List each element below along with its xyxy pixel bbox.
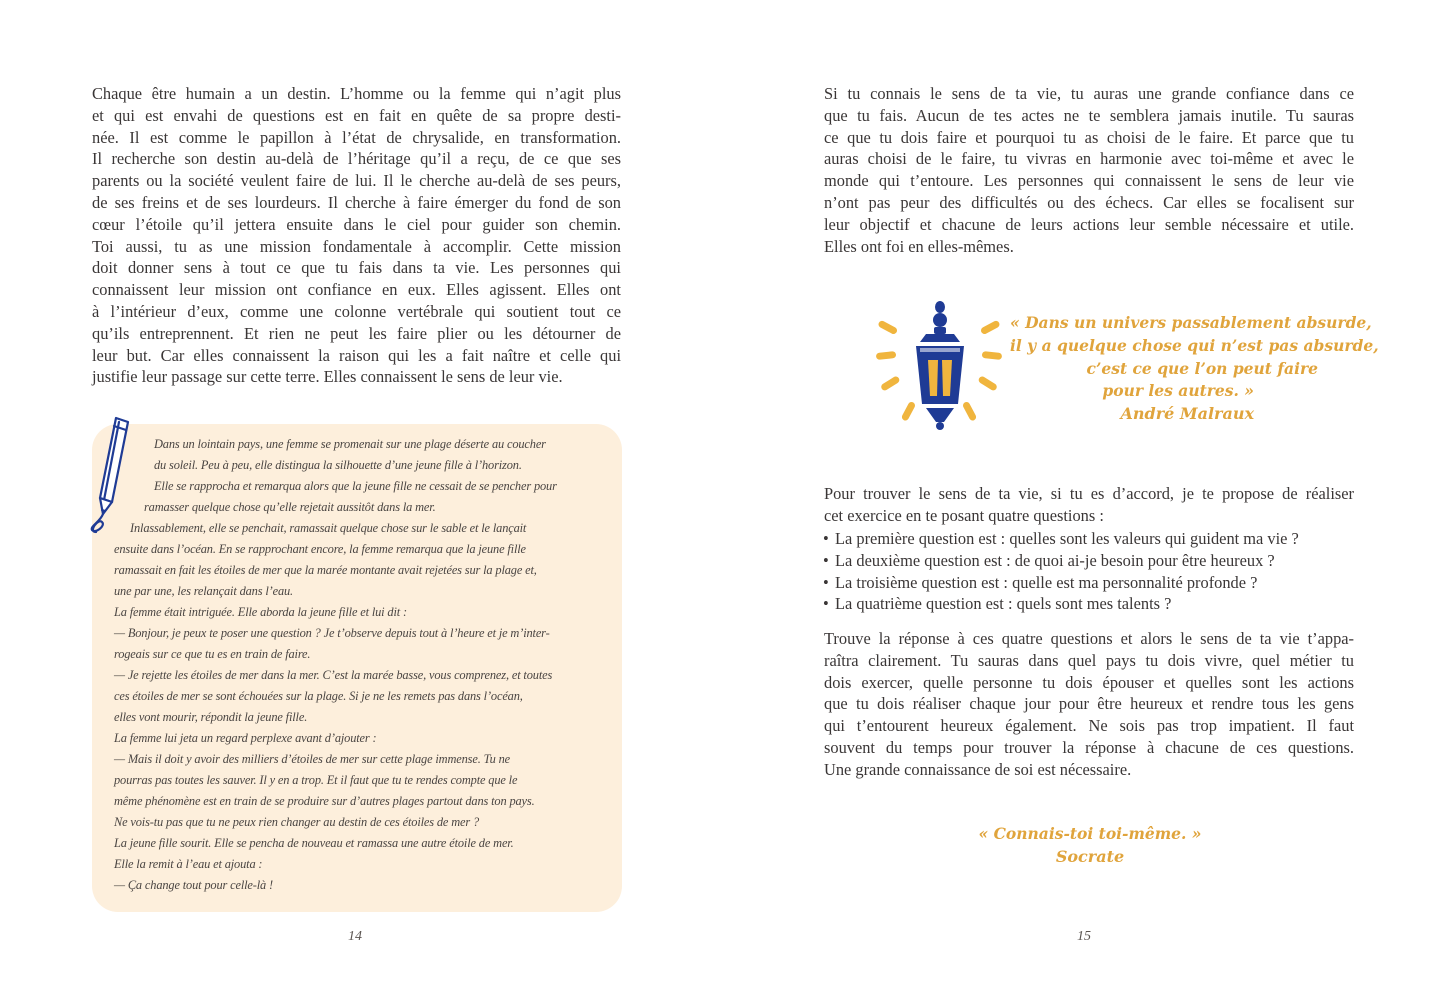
starfish-story (114, 434, 600, 896)
list-item (823, 593, 1299, 615)
story-line: Elle se rapprocha et remarqua alors que la jeune fille ne cessait de se pencher pour (154, 479, 557, 493)
list-item-text: La quatrième question est : quels sont mes talents ? (835, 594, 1172, 614)
text-line: qui t’entourent heureux également. Ne sois pas trop impatient. Il faut (824, 716, 1354, 736)
story-line: Inlassablement, elle se penchait, ramassait quelque chose sur le sable et le lançait (130, 521, 527, 535)
socrate-quote (960, 822, 1220, 868)
story-line: une par une, les relançait dans l’eau. (114, 584, 293, 598)
text-line: cœur l’étoile qu’il jettera ensuite dans le ciel pour guider son chemin. (92, 214, 621, 234)
malraux-quote (1010, 312, 1379, 426)
text-line: monde qui t’entoure. Les personnes qui connaissent le sens de leur vie (824, 171, 1354, 191)
text-line: parents ou la société veulent faire de lui. Il le cherche au-delà de ses peurs, (92, 171, 621, 191)
story-line: pourras pas toutes les sauver. Il y en a trop. Et il faut que tu te rendes compte que le (114, 773, 518, 787)
story-line: — Je rejette les étoiles de mer dans la mer. C’est la marée basse, vous comprenez, et toutes (114, 668, 553, 682)
story-line: Ne vois-tu pas que tu ne peux rien changer au destin de ces étoiles de mer ? (114, 815, 480, 829)
text-line: née. Il est comme le papillon à l’état de chrysalide, en transformation. (92, 127, 621, 147)
text-line: dois exercer, quelle personne tu dois épouser et quelles sont les actions (824, 672, 1354, 692)
text-line: leur objectif et chacune de leurs actions leur semble nécessaire et utile. (824, 214, 1354, 234)
text-line: leur but. Car elles connaissent la raison qui les a fait naître et celle qui (92, 345, 621, 365)
story-line: ces étoiles de mer se sont échouées sur la plage. Si je ne les remets pas dans l’océan, (114, 689, 523, 703)
story-line: — Mais il doit y avoir des milliers d’étoiles de mer sur cette plage immense. Tu ne (114, 752, 511, 766)
story-line: — Bonjour, je peux te poser une question ? Je t’observe depuis tout à l’heure et je m’inter- (114, 626, 550, 640)
text-line: Pour trouver le sens de ta vie, si tu es d’accord, je te propose de réaliser (824, 484, 1354, 503)
text-line: que tu fais. Aucun de tes actes ne te semblera jamais inutile. Tu sauras (824, 105, 1354, 125)
bullet-icon: • (823, 572, 829, 592)
list-item (823, 550, 1299, 572)
text-line: Si tu connais le sens de ta vie, tu auras une grande confiance dans ce (824, 84, 1354, 103)
quote-author: André Malraux (1120, 404, 1254, 424)
left-page (0, 0, 722, 984)
text-line: ce que tu dois faire et pourquoi tu as choisi de le faire. Et parce que tu (824, 127, 1354, 147)
list-item-text: La deuxième question est : de quoi ai-je besoin pour être heureux ? (835, 550, 1275, 570)
answer-paragraph (824, 628, 1354, 781)
text-line: que tu dois réaliser chaque jour pour être heureux et rendre tous les gens (824, 694, 1354, 714)
text-line: auras choisi de le faire, tu vivras en harmonie avec toi-même et avec le (824, 149, 1354, 169)
story-line: — Ça change tout pour celle-là ! (114, 878, 274, 892)
list-item-text: La troisième question est : quelle est ma personnalité profonde ? (835, 572, 1258, 592)
text-line: qu’ils entreprennent. Et rien ne peut les faire plier ou les détourner de (92, 323, 621, 343)
list-item (823, 572, 1299, 594)
text-line: souvent du temps pour trouver la réponse à chacune de ces questions. (824, 737, 1354, 757)
quote-author: Socrate (1055, 847, 1125, 866)
lantern-icon (876, 298, 1004, 436)
text-line: Elles ont foi en elles-mêmes. (824, 236, 1014, 256)
story-line: La femme lui jeta un regard perplexe avant d’ajouter : (114, 731, 377, 745)
text-line: et qui est envahi de questions est en fait en quête de sa propre desti- (92, 105, 621, 125)
story-line: La femme était intriguée. Elle aborda la jeune fille et lui dit : (114, 605, 407, 619)
text-line: justifie leur passage sur cette terre. Elles connaissent le sens de leur vie. (92, 367, 563, 387)
text-line: doit donner sens à tout ce que tu fais dans ta vie. Les personnes qui (92, 258, 621, 278)
page-number: 14 (348, 929, 362, 944)
story-line: elles vont mourir, répondit la jeune fille. (114, 710, 308, 724)
sense-paragraph (824, 83, 1354, 257)
quote-line: « Dans un univers passablement absurde, (1010, 313, 1372, 332)
story-line: ensuite dans l’océan. En se rapprochant encore, la femme remarqua que la jeune fille (114, 542, 526, 556)
text-line: Trouve la réponse à ces quatre questions et alors le sens de ta vie t’appa- (824, 629, 1354, 648)
bullet-icon: • (823, 594, 829, 614)
text-line: Une grande connaissance de soi est nécessaire. (824, 759, 1132, 779)
exercise-paragraph (824, 483, 1354, 527)
intro-paragraph (92, 83, 621, 388)
question-list (823, 528, 1299, 615)
story-line: Elle la remit à l’eau et ajouta : (114, 857, 263, 871)
quote-line: pour les autres. » (1102, 381, 1254, 401)
quote-line: c’est ce que l’on peut faire (1086, 358, 1318, 378)
list-item (823, 528, 1299, 550)
story-line: du soleil. Peu à peu, elle distingua la silhouette d’une jeune fille à l’horizon. (154, 458, 522, 472)
text-line: à l’intérieur d’eux, comme une colonne vertébrale qui soutient tout ce (92, 301, 621, 321)
story-line: même phénomène est en train de se produire sur d’autres plages partout dans ton pays. (114, 794, 535, 808)
story-line: Dans un lointain pays, une femme se promenait sur une plage déserte au coucher (154, 437, 546, 451)
bullet-icon: • (823, 550, 829, 570)
story-line: rogeais sur ce que tu es en train de faire. (114, 647, 311, 661)
bullet-icon: • (823, 529, 829, 548)
text-line: cet exercice en te posant quatre questions : (824, 505, 1104, 525)
quote-line: il y a quelque chose qui n’est pas absurde, (1010, 335, 1379, 355)
text-line: raîtra clairement. Tu sauras dans quel pays tu dois vivre, quel métier tu (824, 650, 1354, 670)
story-line: La jeune fille sourit. Elle se pencha de nouveau et ramassa une autre étoile de mer. (114, 836, 514, 850)
list-item-text: La première question est : quelles sont les valeurs qui guident ma vie ? (835, 529, 1299, 548)
text-line: de ses freins et de ses lourdeurs. Il cherche à faire émerger du fond de son (92, 192, 621, 212)
page-number: 15 (1077, 929, 1091, 944)
text-line: connaissent leur mission ont confiance en eux. Elles agissent. Elles ont (92, 280, 621, 300)
text-line: Il recherche son destin au-delà de l’héritage qu’il a reçu, de ce que ses (92, 149, 621, 169)
text-line: Chaque être humain a un destin. L’homme ou la femme qui n’agit plus (92, 84, 621, 103)
story-line: ramassait en fait les étoiles de mer que la marée montante avait rejetées sur la plage et, (114, 563, 537, 577)
text-line: n’ont pas peur des difficultés ou des échecs. Car elles se focalisent sur (824, 192, 1354, 212)
story-line: ramasser quelque chose qu’elle rejetait aussitôt dans la mer. (144, 500, 436, 514)
quote-line: « Connais-toi toi-même. » (978, 824, 1202, 843)
text-line: Toi aussi, tu as une mission fondamentale à accomplir. Cette mission (92, 236, 621, 256)
